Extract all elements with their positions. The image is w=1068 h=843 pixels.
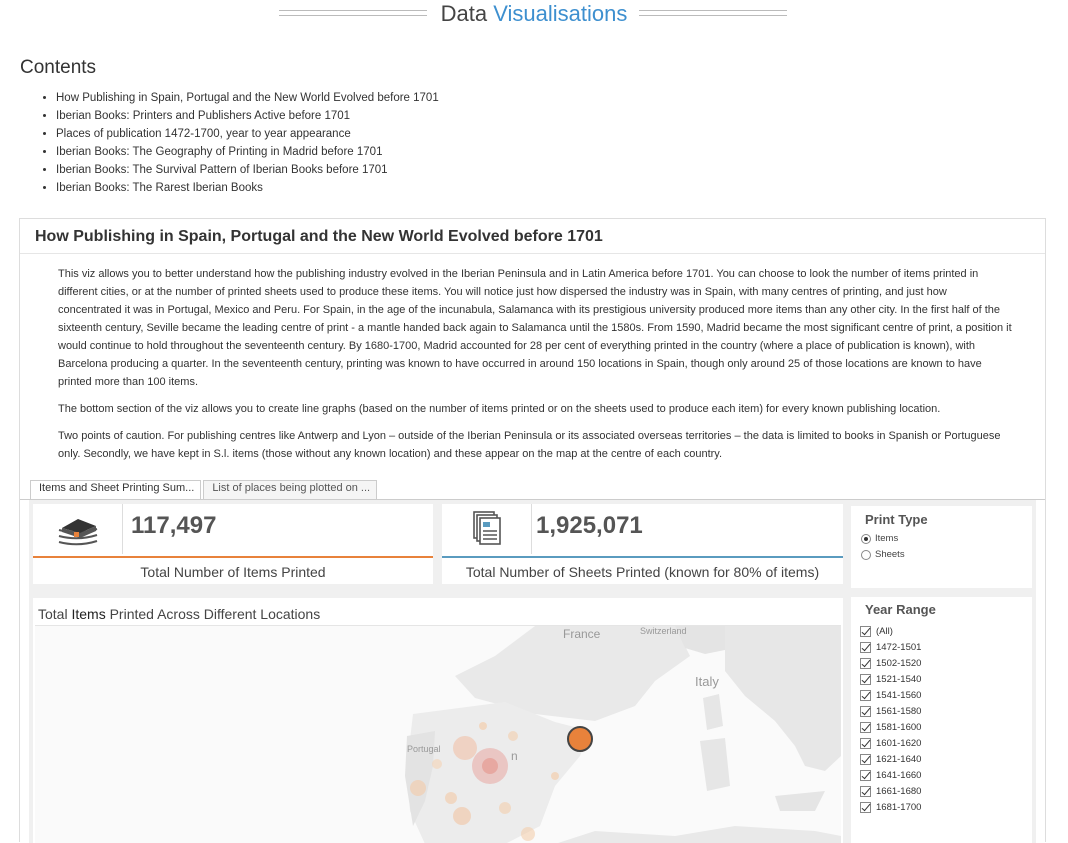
- year-option-label: 1561-1580: [876, 705, 922, 717]
- map-label-portugal: Portugal: [407, 744, 441, 754]
- checkbox[interactable]: [860, 706, 871, 717]
- year-option[interactable]: [860, 687, 921, 703]
- checkbox[interactable]: [860, 722, 871, 733]
- contents-list: [20, 89, 439, 197]
- page-title: [0, 0, 1068, 28]
- kpi-sheets-card: [442, 504, 843, 584]
- map-panel: [33, 598, 843, 843]
- map-canvas[interactable]: [35, 625, 841, 843]
- year-option-label: 1472-1501: [876, 641, 922, 653]
- map-label-spain: n: [511, 749, 518, 763]
- year-option-label: 1681-1700: [876, 801, 922, 813]
- location-circle: [453, 736, 477, 760]
- contents-link[interactable]: • Iberian Books: The Geography of Printing in Madrid before 1701: [56, 143, 439, 161]
- year-range-list: [860, 623, 921, 815]
- year-option-label: 1641-1660: [876, 769, 922, 781]
- documents-icon: [442, 504, 532, 554]
- year-option-label: 1621-1640: [876, 753, 922, 765]
- books-icon: [33, 504, 123, 554]
- print-type-filter: [851, 506, 1032, 588]
- year-option[interactable]: [860, 623, 921, 639]
- dashboard: [29, 500, 1036, 843]
- location-circle: [410, 780, 426, 796]
- map-label-france: France: [563, 627, 601, 641]
- checkbox[interactable]: [860, 690, 871, 701]
- location-circle: [551, 772, 559, 780]
- tab-places-list[interactable]: List of places being plotted on ...: [203, 480, 377, 499]
- kpi-items-label: Total Number of Items Printed: [140, 564, 326, 580]
- contents-link[interactable]: • Iberian Books: Printers and Publishers Active before 1701: [56, 107, 439, 125]
- year-option[interactable]: [860, 767, 921, 783]
- year-option-label: 1601-1620: [876, 737, 922, 749]
- location-circle: [521, 827, 535, 841]
- page-title-plain: Data: [440, 1, 488, 26]
- description-paragraph: Two points of caution. For publishing centres like Antwerp and Lyon – outside of the Iberian Peninsula or its associated overseas territories – the data is limited to books in Spanish or Portuguese only. Secondly, we have kept in S.l. items (those without any known location) and these appear on the map at the centre of each country.: [58, 430, 1001, 460]
- year-option[interactable]: [860, 799, 921, 815]
- location-circle: [479, 722, 487, 730]
- map-title: [38, 606, 320, 622]
- map-title-part: Items: [71, 606, 106, 622]
- year-option[interactable]: [860, 671, 921, 687]
- contents-link[interactable]: • Places of publication 1472-1700, year to year appearance: [56, 125, 439, 143]
- year-option[interactable]: [860, 751, 921, 767]
- viz-section: [19, 218, 1046, 842]
- location-circle: [445, 792, 457, 804]
- section-divider: [20, 253, 1045, 254]
- location-circle: [432, 759, 442, 769]
- kpi-sheets-underline: [442, 556, 843, 558]
- year-range-filter: [851, 597, 1032, 843]
- map-label-switzerland: Switzerland: [640, 626, 687, 636]
- dashboard-tabs: [30, 480, 379, 499]
- map-title-part: Total: [38, 606, 72, 622]
- year-option-label: 1502-1520: [876, 657, 922, 669]
- checkbox[interactable]: [860, 754, 871, 765]
- page-title-accent: Visualisations: [493, 1, 628, 26]
- description-paragraph: The bottom section of the viz allows you to create line graphs (based on the number of items printed or on the sheets used to produce each item) for every known publishing location.: [58, 403, 941, 415]
- radio-items[interactable]: [861, 533, 898, 544]
- kpi-sheets-value: 1,925,071: [536, 512, 643, 539]
- year-option[interactable]: [860, 655, 921, 671]
- kpi-items-value: 117,497: [131, 512, 217, 539]
- map-label-italy: Italy: [695, 674, 719, 689]
- kpi-items-underline: [33, 556, 433, 558]
- checkbox[interactable]: [860, 786, 871, 797]
- checkbox[interactable]: [860, 674, 871, 685]
- year-option-label: 1661-1680: [876, 785, 922, 797]
- contents-heading: Contents: [20, 57, 97, 78]
- location-circle: [453, 807, 471, 825]
- year-option-label: 1581-1600: [876, 721, 922, 733]
- checkbox[interactable]: [860, 738, 871, 749]
- location-circle-highlighted: [568, 727, 592, 751]
- contents-link[interactable]: • Iberian Books: The Survival Pattern of Iberian Books before 1701: [56, 161, 439, 179]
- checkbox[interactable]: [860, 626, 871, 637]
- year-option[interactable]: [860, 735, 921, 751]
- map-title-part: Printed Across Different Locations: [105, 606, 321, 622]
- tab-items-sheet-summary[interactable]: Items and Sheet Printing Sum...: [30, 480, 201, 499]
- radio-button[interactable]: [861, 534, 871, 544]
- year-option-label: 1521-1540: [876, 673, 922, 685]
- location-circle: [499, 802, 511, 814]
- location-circle: [482, 758, 498, 774]
- location-circle: [508, 731, 518, 741]
- year-option[interactable]: [860, 703, 921, 719]
- checkbox[interactable]: [860, 642, 871, 653]
- checkbox[interactable]: [860, 770, 871, 781]
- kpi-items-card: [33, 504, 433, 584]
- page-header: [0, 0, 1068, 30]
- checkbox[interactable]: [860, 658, 871, 669]
- contents-link[interactable]: • Iberian Books: The Rarest Iberian Books: [56, 179, 439, 197]
- radio-label: Items: [875, 533, 899, 544]
- contents-link[interactable]: • How Publishing in Spain, Portugal and the New World Evolved before 1701: [56, 89, 439, 107]
- year-option[interactable]: [860, 783, 921, 799]
- year-option-label: (All): [876, 625, 893, 637]
- section-title: How Publishing in Spain, Portugal and the New World Evolved before 1701: [35, 228, 603, 245]
- checkbox[interactable]: [860, 802, 871, 813]
- radio-button[interactable]: [861, 550, 871, 560]
- year-option-label: 1541-1560: [876, 689, 922, 701]
- radio-sheets[interactable]: [861, 549, 905, 560]
- radio-label: Sheets: [875, 549, 905, 560]
- year-range-title: Year Range: [865, 602, 936, 617]
- year-option[interactable]: [860, 639, 921, 655]
- description-paragraph: This viz allows you to better understand how the publishing industry evolved in the Iberian Peninsula and in Latin America before 1701. You can choose to look the number of items printed in different cities, or at the number of printed sheets used to produce these items. You will notice just how dispersed the industry was in Spain, with many centres of printing, and just how concentrated it was in Portugal, Mexico and Peru. For Spain, in the age of the incunabula, Salamanca with its prestigious university produced more items than any other city. In the first half of the sixteenth century, Seville became the leading centre of print - a mantle handed back again to Salamanca until the 1580s. From 1590, Madrid became the most significant centre of print, a position it would continue to hold throughout the seventeenth century. By 1680-1700, Madrid accounted for 28 per cent of everything printed in the country (where a place of publication is known), with Barcelona producing a quarter. In the seventeenth century, printing was known to have occurred in around 150 locations in Spain, though only around 25 of those locations are known to have printed more than 100 items.: [58, 268, 1012, 388]
- print-type-title: Print Type: [865, 512, 928, 527]
- section-description: [58, 265, 1013, 472]
- year-option[interactable]: [860, 719, 921, 735]
- kpi-sheets-label: Total Number of Sheets Printed (known for 80% of items): [465, 564, 820, 580]
